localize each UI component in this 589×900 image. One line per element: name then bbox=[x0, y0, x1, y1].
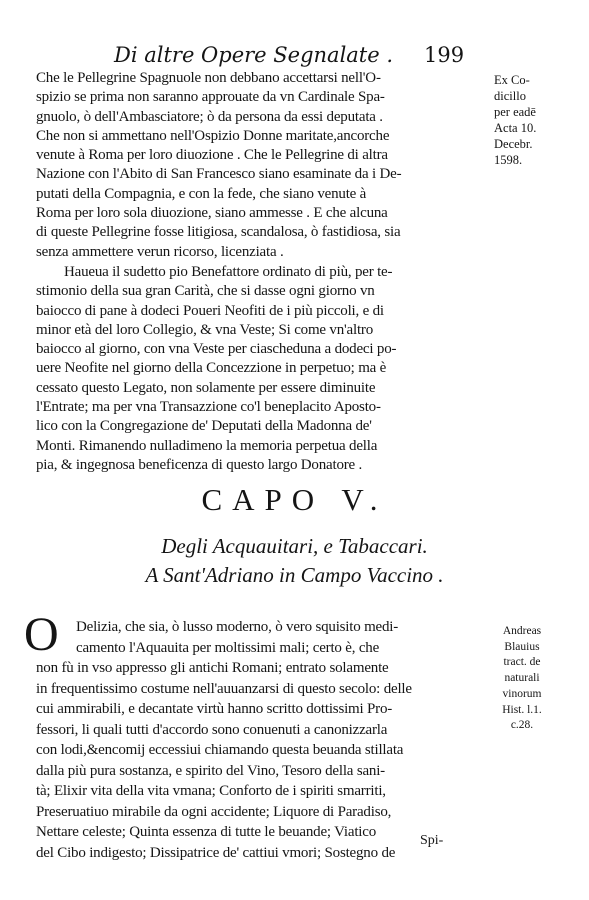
margin-note-line: Andreas bbox=[502, 625, 542, 637]
text-line: fessori, li quali tutti d'accordo sono conuenuti a canonizzarla bbox=[36, 721, 388, 738]
text-line: pia, & ingegnosa beneficenza di questo largo Donatore . bbox=[36, 456, 363, 473]
text-line: baiocco di pane à dodeci Poueri Neofiti de i più piccoli, e di bbox=[36, 302, 384, 319]
text-line: lico con la Congregazione de' Deputati della Madonna de' bbox=[36, 418, 372, 435]
text-line: putati della Compagnia, e con la fede, che siano venute à bbox=[36, 185, 367, 202]
text-line: l'Entrate; ma per vna Transazzione co'l beneplacito Aposto- bbox=[36, 399, 381, 416]
text-line: minor età del loro Collegio, & vna Veste; Si come vn'altro bbox=[36, 321, 374, 338]
text-line: senza ammettere verun ricorso, licenziata . bbox=[36, 243, 284, 260]
drop-cap: O bbox=[24, 608, 59, 661]
text-line: Nazione con l'Abito di San Francesco siano esaminate da i De- bbox=[36, 166, 402, 183]
margin-note-line: 1598. bbox=[494, 153, 523, 167]
text-line: cui ammirabili, e decantate virtù hanno scritto dottissimi Pro- bbox=[36, 701, 393, 717]
text-line: venute à Roma per loro diuozione . Che le Pellegrine di altra bbox=[36, 147, 388, 164]
chapter-title: CAPO V. bbox=[201, 482, 388, 517]
text-line: dalla più pura sostanza, e spirito del Vino, Tesoro della sani- bbox=[36, 762, 385, 779]
text-line: stimonio della sua gran Carità, che si dasse ogni giorno vn bbox=[36, 283, 375, 300]
text-line: camento l'Aquauita per moltissimi mali; certo è, che bbox=[76, 639, 380, 656]
paragraph-benefactor bbox=[36, 263, 482, 475]
margin-note-line: naturali bbox=[504, 672, 540, 685]
margin-note-line: Hist. l.1. bbox=[502, 703, 542, 716]
text-line: di queste Pellegrine fosse litigiosa, scandalosa, ò fastidiosa, sia bbox=[36, 224, 401, 241]
margin-note-citation bbox=[478, 624, 566, 734]
catchword: Spi- bbox=[420, 833, 444, 848]
text-line: in frequentissimo costume nell'auuanzarsi di questo secolo: delle bbox=[36, 680, 412, 697]
text-line: gnuolo, ò dell'Ambasciatore; ò da persona da essi deputata . bbox=[36, 108, 383, 125]
text-line: con lodi,&encomij eccessiui chiamando questa beuanda stillata bbox=[36, 742, 404, 758]
text-line: Monti. Rimanendo nulladimeno la memoria perpetua della bbox=[36, 437, 378, 454]
chapter-subtitle: Degli Acquauitari, e Tabaccari. bbox=[161, 534, 428, 558]
text-line: baiocco al giorno, con vna Veste per ciascheduna a dodeci po- bbox=[36, 341, 397, 358]
running-head: Di altre Opere Segnalate . bbox=[114, 43, 394, 67]
paragraph-acquavita bbox=[36, 617, 482, 863]
text-line: Haueua il sudetto pio Benefattore ordinato di più, per te- bbox=[64, 264, 393, 280]
margin-note-line: Decebr. bbox=[494, 137, 533, 151]
text-line: non fù in vso appresso gli antichi Romani; entrato solamente bbox=[36, 660, 389, 676]
chapter-location: A Sant'Adriano in Campo Vaccino . bbox=[145, 563, 444, 587]
text-line: del Cibo indigesto; Dissipatrice de' cattiui vmori; Sostegno de bbox=[36, 844, 396, 861]
text-line: Delizia, che sia, ò lusso moderno, ò vero squisito medi- bbox=[76, 619, 399, 635]
margin-note-line: tract. de bbox=[503, 656, 541, 669]
text-line: tà; Elixir vita della vita vmana; Conforto de i spiriti smarriti, bbox=[36, 783, 386, 799]
text-line: Roma per loro sola diuozione, siano ammesse . E che alcuna bbox=[36, 205, 388, 222]
margin-note-line: Blauius bbox=[504, 640, 540, 653]
text-line: Che non si ammettano nell'Ospizio Donne maritate,ancorche bbox=[36, 127, 390, 144]
text-line: Preseruatiuo mirabile da ogni accidente; Liquore di Paradiso, bbox=[36, 803, 392, 820]
text-line: Nettare celeste; Quinta essenza di tutte le beuande; Viatico bbox=[36, 824, 377, 840]
margin-note-line: Acta 10. bbox=[494, 121, 537, 135]
paragraph-pilgrims bbox=[36, 69, 482, 262]
margin-note-codicil bbox=[494, 72, 536, 168]
margin-note-line: c.28. bbox=[510, 719, 534, 732]
margin-note-line: Ex Co- bbox=[494, 73, 530, 87]
margin-note-line: vinorum bbox=[502, 687, 542, 700]
text-line: uere Neofite nel giorno della Concezzione in perpetuo; ma è bbox=[36, 360, 387, 377]
text-line: spizio se prima non saranno approuate da vn Cardinale Spa- bbox=[36, 89, 385, 106]
page-number: 199 bbox=[424, 43, 465, 67]
text-line: cessato questo Legato, non solamente per essere diminuite bbox=[36, 379, 376, 396]
text-line: Che le Pellegrine Spagnuole non debbano accettarsi nell'O- bbox=[36, 70, 381, 86]
margin-note-line: dicillo bbox=[494, 89, 526, 103]
margin-note-line: per eadē bbox=[494, 105, 536, 119]
